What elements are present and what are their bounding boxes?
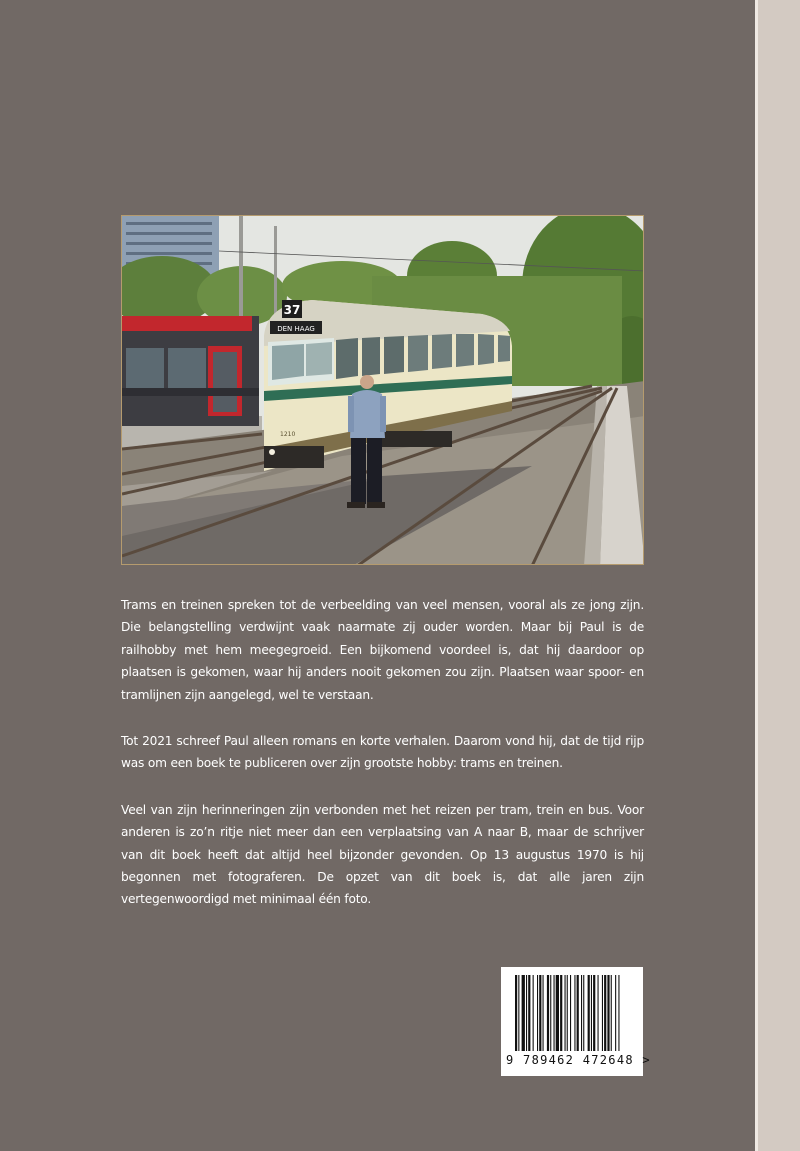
barcode-bar (556, 975, 559, 1051)
tram-photo (121, 215, 644, 565)
barcode-bar (522, 975, 525, 1051)
barcode-bar (577, 975, 579, 1051)
modern-tram (122, 316, 259, 426)
barcode-bar (602, 975, 603, 1051)
back-cover-blurb (121, 594, 644, 911)
barcode-bar (539, 975, 541, 1051)
book-spine (755, 0, 800, 1151)
blurb-paragraph-2: Tot 2021 schreef Paul alleen romans en korte verhalen. Daarom vond hij, dat de tijd rijp was om een boek te publiceren over zijn grootste hobby: trams en treinen. (121, 734, 644, 771)
barcode-bar (583, 975, 584, 1051)
barcode-bar (533, 975, 534, 1051)
barcode-bar (565, 975, 566, 1051)
barcode-bar (537, 975, 538, 1051)
barcode-bar (528, 975, 530, 1051)
blurb-paragraph-1: Trams en treinen spreken tot de verbeelding van veel mensen, vooral als ze jong zijn. Die belangstelling verdwijnt vaak naarmate zij ouder worden. Maar bij Paul is de railhobby met hem meegegroeid. Een bijkomend voordeel is, dat hij daardoor op plaatsen is gekomen, waar hij anders nooit gekomen zou zijn. Plaatsen waar spoor- en tramlijnen zijn aangelegd, wel te verstaan. (121, 598, 644, 702)
barcode-bar (567, 975, 568, 1051)
barcode-bar (588, 975, 590, 1051)
tram-line-number: 37 (283, 303, 301, 317)
blurb-paragraph-3: Veel van zijn herinneringen zijn verbonden met het reizen per tram, trein en bus. Voor anderen is zo’n ritje niet meer dan een verplaatsing van A naar B, maar de schrijver van dit boek heeft dat altijd heel bijzonder gevonden. Op 13 augustus 1970 is hij begonnen met fotograferen. De opzet van dit boek is, dat alle jaren zijn vertegenwoordigd met minimaal één foto. (121, 802, 644, 907)
barcode-bar (598, 975, 599, 1051)
barcode-bar (570, 975, 571, 1051)
barcode-bar (615, 975, 616, 1051)
barcode-bar (574, 975, 575, 1051)
barcode-bar (547, 975, 549, 1051)
barcode-bar (543, 975, 544, 1051)
barcode-bar (593, 975, 595, 1051)
barcode-bar (550, 975, 551, 1051)
barcode-bar (554, 975, 555, 1051)
barcode-bar (515, 975, 517, 1051)
barcode-bar (560, 975, 562, 1051)
tram-destination-sign: DEN HAAG (277, 325, 315, 333)
barcode-bar (518, 975, 519, 1051)
barcode-bar (604, 975, 606, 1051)
barcode-bar (581, 975, 582, 1051)
isbn-number: 9 789462 472648 > (506, 1053, 651, 1067)
tram-fleet-number: 1210 (280, 431, 296, 438)
barcode-bar (607, 975, 609, 1051)
barcode-bar (591, 975, 592, 1051)
barcode-bar (618, 975, 619, 1051)
isbn-barcode (501, 967, 651, 1076)
barcode-bars (501, 967, 643, 1053)
barcode-bar (611, 975, 612, 1051)
barcode-bar (526, 975, 527, 1051)
spine-edge (755, 0, 758, 1151)
